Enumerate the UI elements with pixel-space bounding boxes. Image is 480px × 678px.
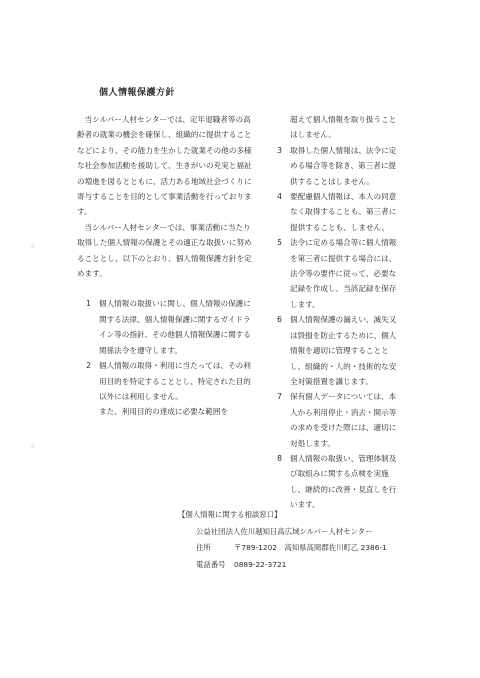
right-column [268,112,403,513]
policy-item-text: 個人情報の取扱い、管理体制及び取組みに関する点検を実施し、継続的に改善・見直しを行います。 [290,453,397,510]
policy-item-text: 保有個人データについては、本人から利用停止・消去・開示等の求めを受けた際には、適切に対処します。 [290,392,397,448]
policy-item-number: 7 [277,392,282,402]
policy-item-text: 法令に定める場合等に個人情報を第三者に提供する場合には、法令等の要件に従って、必要な記録を作成し、当該記録を保存します。 [290,238,397,309]
policy-item-number: 3 [277,145,282,155]
policy-item-2-continued-end: 超えて個人情報を取り扱うことはしません。 [290,115,397,140]
left-column [77,112,257,420]
contact-heading: 【個人情報に関する相談窓口】 [178,510,282,519]
policy-item-2 [77,358,257,404]
policy-item-number: 2 [86,361,91,371]
policy-item-number: 4 [277,192,282,202]
intro-paragraph-1: 当シルバー人材センターでは、定年退職者等の高齢者の就業の機会を確保し、組織的に提供することなどにより、その能力を生かした就業その他の多様な社会参加活動を援助して、生きがいの充実と福祉の増進を図るとともに、活力ある地域社会づくりに寄与することを目的として事業活動を行っております。 [77,115,252,217]
policy-item-3 [268,143,403,189]
phone-label: 電話番号 [196,559,226,569]
policy-item-2-continued: また、利用目的の達成に必要な範囲を [99,407,229,417]
punch-hole-mark [30,444,35,449]
contact-address-row [178,540,387,557]
policy-item-number: 8 [277,453,282,463]
policy-item-number: 6 [277,315,282,325]
address-value: 〒789-1202 高知県高岡郡佐川町乙 2386-1 [234,543,387,553]
policy-item-6 [268,312,403,389]
page-title: 個人情報保護方針 [99,88,176,98]
policy-item-8 [268,451,403,513]
policy-item-number: 1 [86,299,91,309]
policy-item-1 [77,296,257,358]
intro-paragraph-2: 当シルバー人材センターでは、事業活動に当たり取得した個人情報の保護とその適正な取扱いに努めることとし、以下のとおり、個人情報保護方針を定めます。 [77,222,252,279]
contact-phone-row [178,557,387,574]
punch-hole-mark [30,244,35,249]
policy-item-number: 5 [277,238,282,248]
phone-value: 0889-22-3721 [234,559,287,569]
address-label: 住所 [196,543,211,553]
policy-item-text: 個人情報の取扱いに関し、個人情報の保護に関する法律、個人情報保護に関するガイドライン等の指針、その他個人情報保護に関する関係法令を遵守します。 [99,299,251,355]
policy-item-7 [268,389,403,451]
contact-organization: 公益社団法人佐川越知日高広域シルバー人材センター [196,526,373,536]
policy-item-text: 取得した個人情報は、法令に定める場合等を除き、第三者に提供することはしません。 [290,145,397,186]
contact-block [178,507,387,573]
policy-item-text: 個人情報保護の漏えい、滅失又は毀損を防止するために、個人情報を適切に管理することとし、組織的・人的・技術的な安全対策措置を講じます。 [290,315,397,386]
policy-item-5 [268,235,403,312]
policy-item-text: 要配慮個人情報は、本人の同意なく取得することも、第三者に提供することも、しません。 [290,192,397,232]
policy-item-4 [268,189,403,235]
policy-item-text: 個人情報の取得・利用に当たっては、その利用目的を特定することとし、特定された目的以外には利用しません。 [99,361,251,401]
